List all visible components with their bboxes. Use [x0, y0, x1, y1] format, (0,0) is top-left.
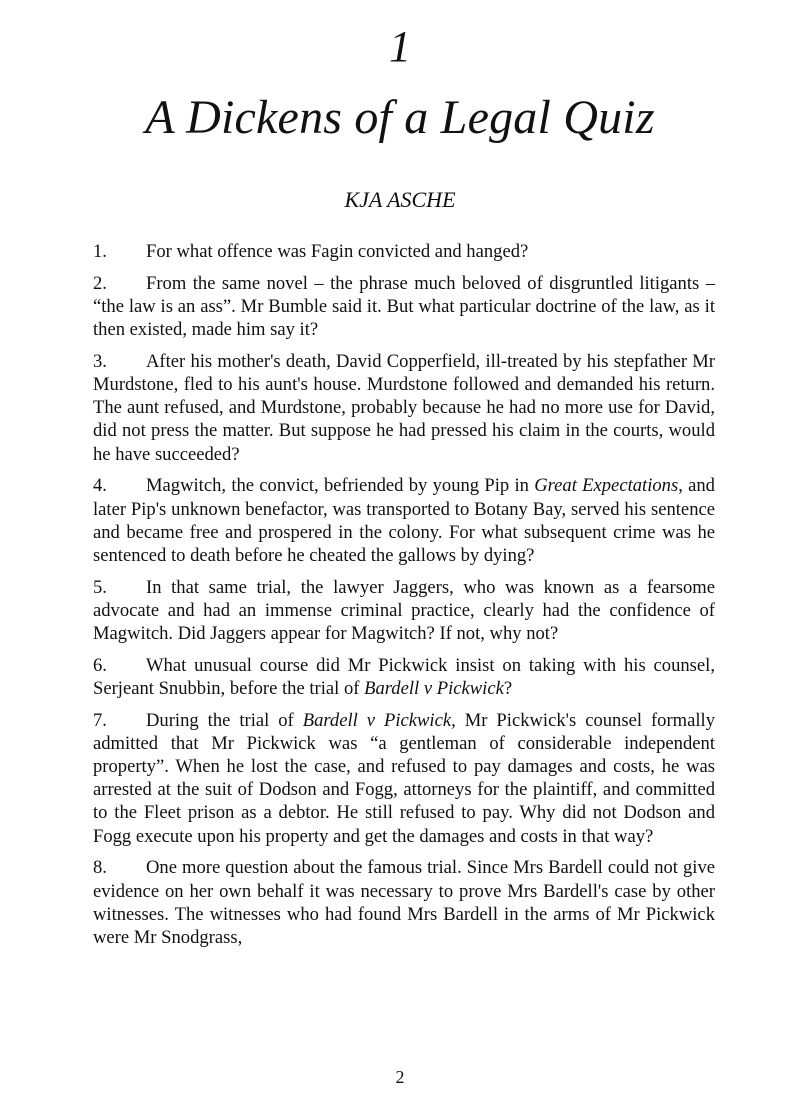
text-run: In that same trial, the lawyer Jaggers, who was known as a fearsome advocate and had an immense criminal practice, clearly had the confidence of Magwitch. Did Jaggers appear for Magwitch? If not, why not?	[93, 576, 715, 645]
italic-title: Bardell v Pickwick,	[302, 709, 456, 731]
question-item	[93, 709, 715, 848]
question-number: 4.	[93, 475, 107, 497]
question-item	[93, 272, 715, 342]
question-item	[93, 240, 715, 263]
question-text	[93, 273, 715, 340]
question-number: 1.	[93, 241, 107, 262]
author-name: KJA ASCHE	[344, 187, 456, 212]
page-number: 2	[395, 1067, 405, 1087]
question-item	[93, 350, 715, 466]
question-list	[93, 240, 715, 958]
italic-title: Bardell v Pickwick	[364, 677, 504, 699]
question-text	[93, 475, 715, 566]
chapter-title: A Dickens of a Legal Quiz	[145, 91, 655, 144]
text-run: Magwitch, the convict, befriended by young Pip in	[146, 475, 535, 497]
question-item	[93, 474, 715, 567]
question-number: 7.	[93, 709, 107, 731]
question-item	[93, 654, 715, 700]
question-item	[93, 576, 715, 646]
question-number: 5.	[93, 576, 107, 598]
text-run: One more question about the famous trial. Since Mrs Bardell could not give evidence on her own behalf it was necessary to prove Mrs Bardell's case by other witnesses. The witnesses who had found Mrs Bardell in the arms of Mr Pickwick were Mr Snodgrass,	[93, 857, 715, 948]
question-text	[93, 351, 715, 465]
question-text	[93, 710, 715, 847]
question-item	[93, 856, 715, 949]
question-number: 2.	[93, 272, 107, 294]
question-text	[93, 577, 715, 644]
text-run: Mr Pickwick's counsel formally admitted that Mr Pickwick was “a gentleman of considerable independent property”. When he lost the case, and refused to pay damages and costs, he was arrested at the suit of Dodson and Fogg, attorneys for the plaintiff, and committed to the Fleet prison as a debtor. He still refused to pay. Why did not Dodson and Fogg execute upon his property and get the damages and costs in that way?	[93, 709, 715, 847]
question-text	[146, 241, 528, 262]
text-run: After his mother's death, David Copperfield, ill-treated by his stepfather Mr Murdstone, fled to his aunt's house. Murdstone followed and demanded his return. The aunt refused, and Murdstone, probably because he had no more use for David, did not press the matter. But suppose he had pressed his claim in the courts, would he have succeeded?	[93, 350, 715, 465]
text-run: For what offence was Fagin convicted and hanged?	[146, 241, 529, 262]
text-run: During the trial of	[146, 709, 303, 731]
text-run: ?	[503, 677, 513, 699]
text-run: What unusual course did Mr Pickwick insist on taking with his counsel, Serjeant Snubbin, before the trial of	[93, 654, 715, 699]
text-run: , and later Pip's unknown benefactor, was transported to Botany Bay, served his sentence and became free and prospered in the colony. For what subsequent crime was he sentenced to death before he cheated the gallows by dying?	[93, 475, 715, 566]
question-text	[93, 857, 715, 948]
chapter-number: 1	[389, 22, 411, 71]
text-run: From the same novel – the phrase much beloved of disgruntled litigants – “the law is an ass”. Mr Bumble said it. But what particular doctrine of the law, as it then existed, made him say it?	[93, 272, 715, 341]
question-number: 3.	[93, 350, 107, 372]
question-text	[93, 655, 715, 699]
italic-title: Great Expectations	[534, 475, 679, 497]
question-number: 6.	[93, 654, 107, 676]
question-number: 8.	[93, 857, 107, 879]
